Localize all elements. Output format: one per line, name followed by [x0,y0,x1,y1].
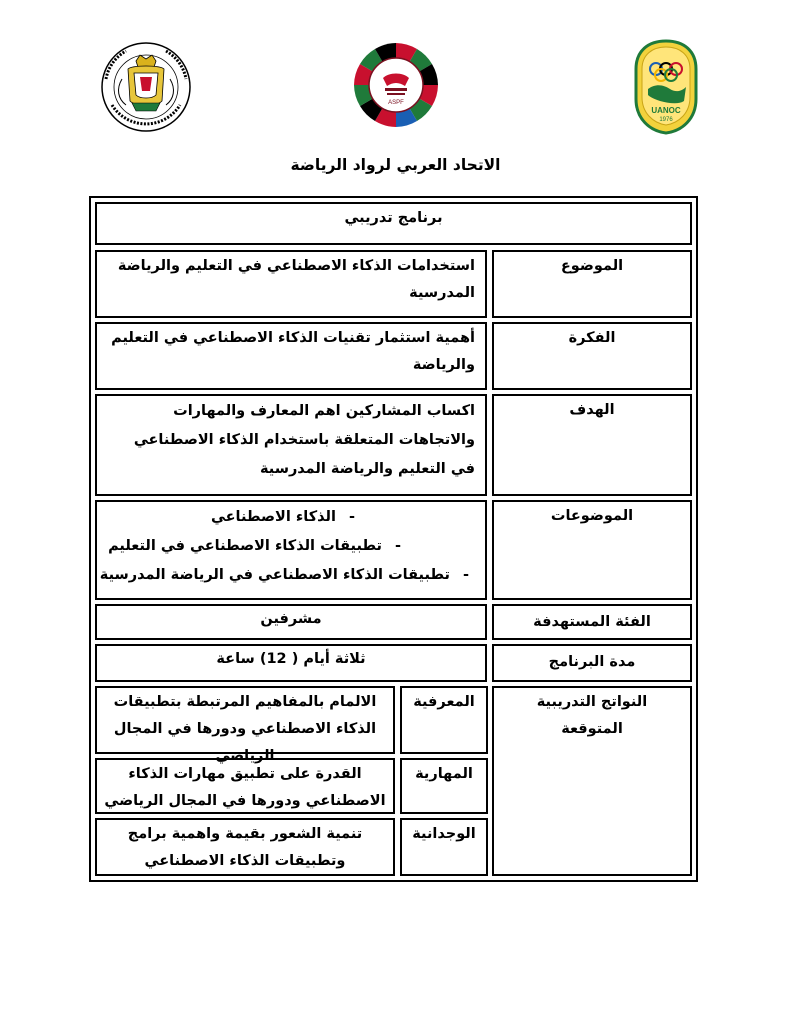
audience-value: مشرفين [260,611,322,627]
skill-label-cell [400,758,488,814]
topics-value-cell [95,500,487,600]
topics-label: الموضوعات [550,508,634,524]
subject-value: استخدامات الذكاء الاصطناعي في التعليم والرياضة المدرسية [117,258,475,301]
duration-value-cell [95,644,487,682]
topic-item [107,532,481,561]
affective-value-cell [95,818,395,876]
skill-label: المهارية [415,766,473,782]
topic-bullet: - [348,509,356,525]
uanoc-year: 1976 [659,117,673,123]
audience-value-cell [95,604,487,640]
program-title: برنامج تدريبي [344,210,443,226]
idea-value: أهمية استثمار تقنيات الذكاء الاصطناعي في التعليم والرياضة [111,330,475,373]
duration-label: مدة البرنامج [548,654,636,670]
program-title-cell [95,202,692,245]
audience-label: الفئة المستهدفة [533,614,651,630]
subject-value-cell [95,250,487,318]
uanoc-abbr: UANOC [651,106,681,115]
topics-label-cell [492,500,692,600]
center-logo-abbr: ASPF [388,100,404,106]
topic-item-text: تطبيقات الذكاء الاصطناعي في الرياضة المدرسية [99,567,450,583]
arab-union-logo [353,42,439,128]
skill-value: القدرة على تطبيق مهارات الذكاء الاصطناعي ودورها في المجال الرياضي [104,766,386,809]
affective-label: الوجدانية [412,826,476,842]
affective-value: تنمية الشعور بقيمة واهمية برامج وتطبيقات الذكاء الاصطناعي [127,826,363,869]
goal-label-cell [492,394,692,496]
cognitive-value-cell [95,686,395,764]
goal-label: الهدف [569,402,615,418]
cognitive-label: المعرفية [413,694,475,710]
logos-row [0,34,791,134]
document-heading: الاتحاد العربي لرواد الرياضة [290,156,501,174]
goal-value-cell [95,394,487,496]
cognitive-value: الالمام بالمفاهيم المرتبطة بتطبيقات الذكاء الاصطناعي ودورها في المجال الرياضي [113,694,377,764]
topic-item [107,503,481,532]
topic-bullet: - [462,567,470,583]
program-table [89,196,698,882]
subject-label: الموضوع [560,258,624,274]
topic-item-text: الذكاء الاصطناعي [210,509,336,525]
cognitive-label-cell [400,686,488,754]
uanoc-logo [634,39,698,135]
subject-label-cell [492,250,692,318]
idea-label-cell [492,322,692,390]
jordan-ministry-logo [96,39,196,135]
idea-value-cell [95,322,487,390]
duration-label-cell [492,644,692,682]
topic-bullet: - [394,538,402,554]
audience-label-cell [492,604,692,640]
topic-item [99,561,481,590]
topic-item-text: تطبيقات الذكاء الاصطناعي في التعليم [108,538,382,554]
duration-value: ثلاثة أيام ( 12) ساعة [216,651,366,667]
goal-value: اكساب المشاركين اهم المعارف والمهارات والاتجاهات المتعلقة باستخدام الذكاء الاصطناعي في التعليم والرياضة المدرسية [133,403,475,477]
outcomes-label: النواتج التدريبية المتوقعة [536,694,648,737]
affective-label-cell [400,818,488,876]
outcomes-label-cell [492,686,692,876]
skill-value-cell [95,758,395,814]
idea-label: الفكرة [568,330,616,346]
